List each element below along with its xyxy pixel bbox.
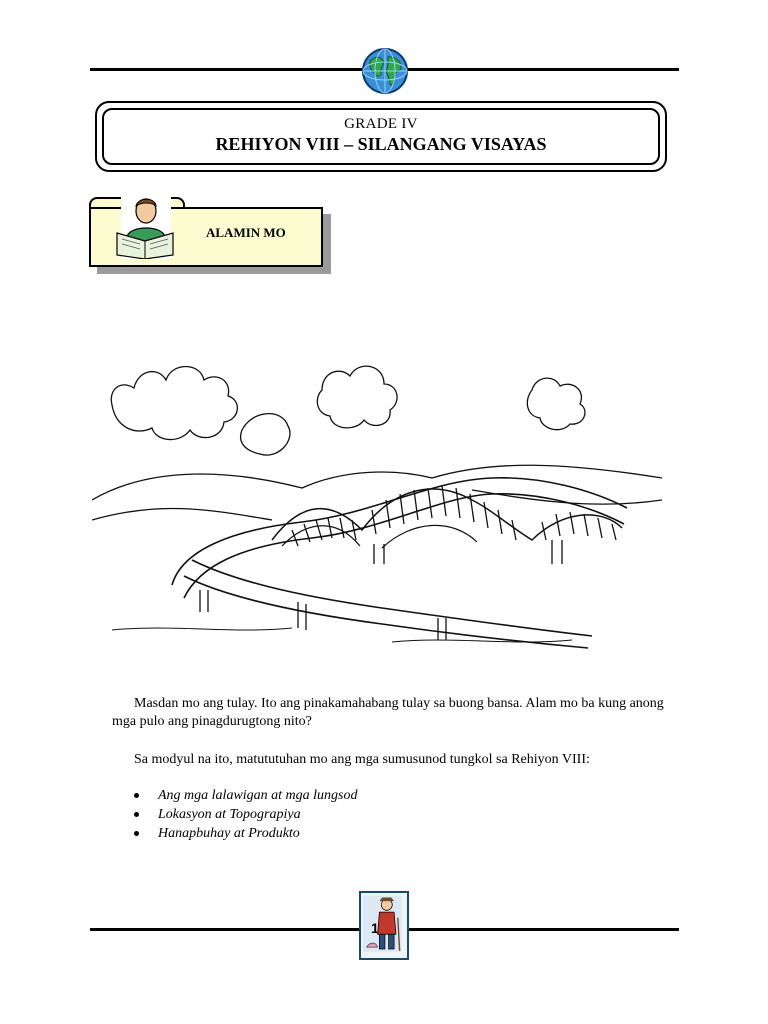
bridge-illustration — [92, 350, 662, 650]
topic-list-item: Ang mga lalawigan at mga lungsod — [134, 786, 358, 805]
page-number: 1 — [371, 920, 379, 936]
topic-list-item: Hanapbuhay at Produkto — [134, 824, 358, 843]
section-label: ALAMIN MO — [206, 225, 286, 240]
grade-label: GRADE IV — [344, 116, 418, 132]
reading-person-icon — [107, 197, 183, 259]
globe-icon — [361, 47, 409, 95]
title-box — [95, 101, 667, 172]
region-title: REHIYON VIII – SILANGANG VISAYAS — [215, 134, 547, 154]
farmer-page-badge-icon — [361, 893, 407, 958]
topic-list — [134, 786, 358, 843]
module-paragraph: Sa modyul na ito, matututuhan mo ang mga sumusunod tungkol sa Rehiyon VIII: — [134, 752, 590, 767]
topic-list-item: Lokasyon at Topograpiya — [134, 805, 358, 824]
page-badge — [359, 891, 409, 960]
intro-paragraph: Masdan mo ang tulay. Ito ang pinakamahabang tulay sa buong bansa. Alam mo ba kung anong mga pulo ang pinagdurugtong nito? — [112, 696, 664, 729]
